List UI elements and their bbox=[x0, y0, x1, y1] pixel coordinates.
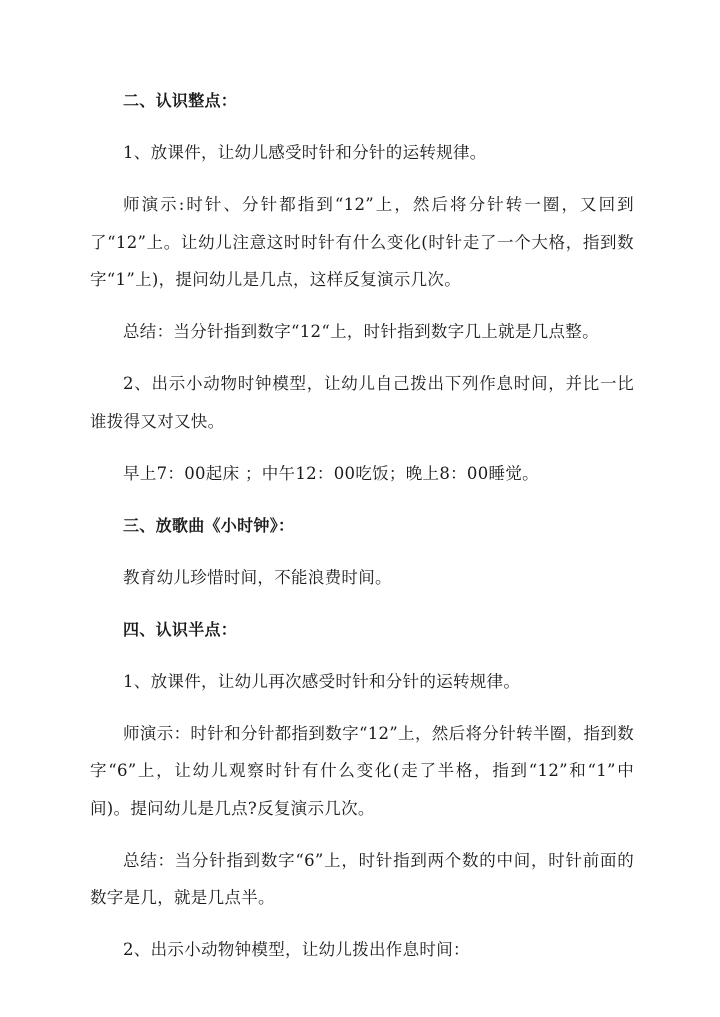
section-heading-recognize-hours: 二、认识整点： bbox=[123, 91, 238, 110]
paragraph: 师演示：时针和分针都指到数字“12”上，然后将分针转半圈，指到数字“6”上，让幼儿观察时针有什么变化(走了半格，指到“12”和“1”中间)。提问幼儿是几点?反复演示几次。 bbox=[90, 723, 634, 818]
section-heading-song: 三、放歌曲《小时钟》： bbox=[123, 515, 295, 535]
paragraph: 教育幼儿珍惜时间，不能浪费时间。 bbox=[123, 567, 392, 587]
paragraph: 2、出示小动物时钟模型，让幼儿自己拨出下列作息时间，并比一比谁拨得又对又快。 bbox=[90, 374, 634, 431]
paragraph: 1、放课件，让幼儿再次感受时针和分针的运转规律。 bbox=[123, 671, 521, 691]
paragraph: 总结：当分针指到数字“6”上，时针指到两个数的中间，时针前面的数字是几，就是几点半。 bbox=[90, 850, 634, 907]
paragraph: 2、出示小动物钟模型，让幼儿拨出作息时间： bbox=[123, 940, 470, 959]
paragraph: 早上7：00起床 ；中午12：00吃饭；晚上8：00睡觉。 bbox=[123, 463, 539, 483]
paragraph: 1、放课件，让幼儿感受时针和分针的运转规律。 bbox=[123, 143, 487, 162]
paragraph: 总结：当分针指到数字“12“上，时针指到数字几上就是几点整。 bbox=[123, 322, 599, 341]
document-body bbox=[90, 82, 634, 983]
paragraph: 师演示:时针、分针都指到“12”上，然后将分针转一圈，又回到了“12”上。让幼儿注意这时时针有什么变化(时针走了一个大格，指到数字“1”上)，提问幼儿是几点，这样反复演示几次。 bbox=[90, 195, 634, 289]
section-heading-recognize-half-hours: 四、认识半点： bbox=[123, 619, 238, 639]
